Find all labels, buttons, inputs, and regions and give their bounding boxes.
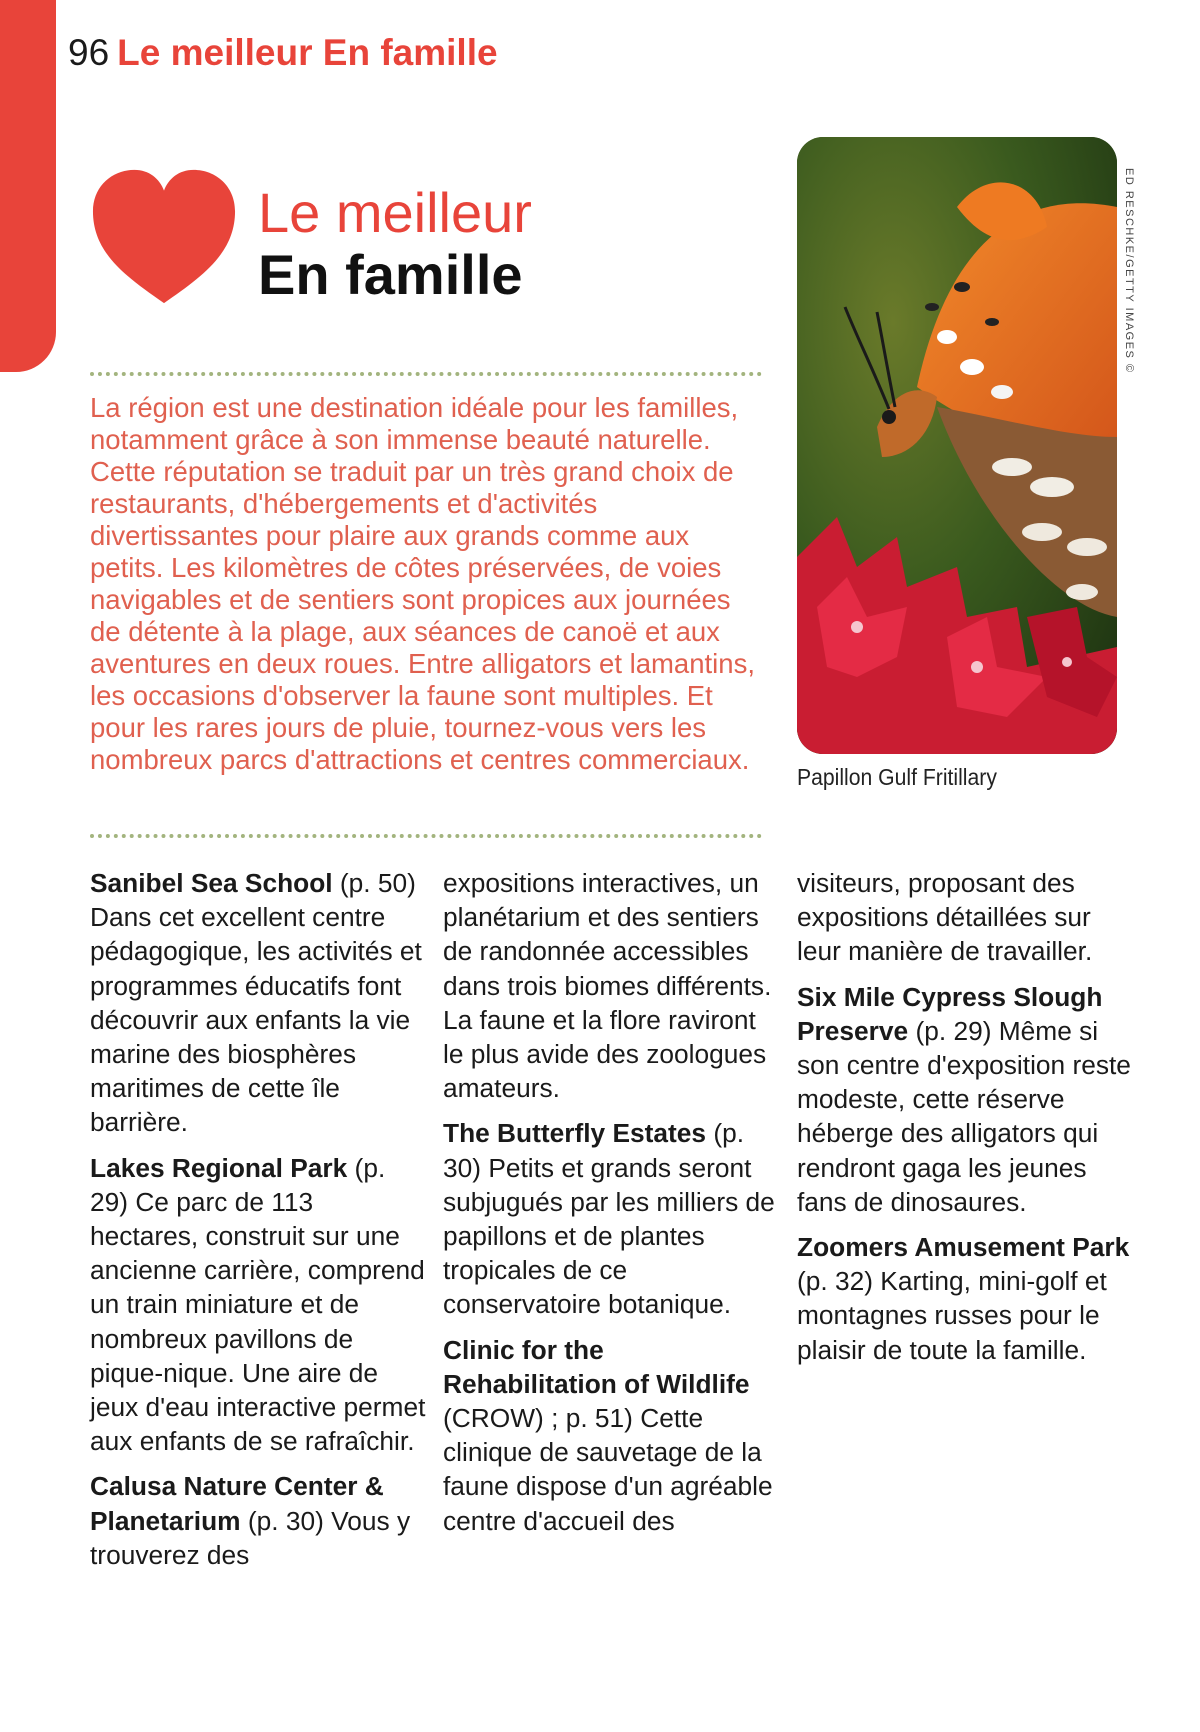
listing-entry (443, 1333, 779, 1538)
listing-description: (p. 29) Même si son centre d'exposition reste modeste, cette réserve héberge des alligators qui rendront gaga les jeunes fans de dinosaures. (797, 1015, 1131, 1217)
page-title (258, 182, 532, 306)
chapter-edge-tab (0, 0, 56, 372)
running-header-section: Le meilleur En famille (117, 32, 498, 73)
running-header (68, 30, 498, 76)
listing-description: (p. 32) Karting, mini-golf et montagnes russes pour le plaisir de toute la famille. (797, 1266, 1107, 1365)
listing-description: visiteurs, proposant des expositions détaillées sur leur manière de travailler. (797, 868, 1093, 967)
listing-description: (p. 50) Dans cet excellent centre pédagogique, les activités et programmes éducatifs font découvrir aux enfants la vie marine des biosphères maritimes de cette île barrière. (90, 868, 422, 1138)
column-2 (443, 866, 779, 1549)
listing-description: (CROW) ; p. 51) Cette clinique de sauvetage de la faune dispose d'un agréable centre d'accueil des (443, 1403, 773, 1536)
listing-description: (p. 30) Petits et grands seront subjugués par les milliers de papillons et de plantes tropicales de ce conservatoire botanique. (443, 1118, 775, 1320)
divider-top (90, 372, 762, 376)
intro-paragraph: La région est une destination idéale pour les familles, notamment grâce à son immense beauté naturelle. Cette réputation se traduit par un très grand choix de restaurants, d'hébergements et d'activités divertissantes pour plaire aux grands comme aux petits. Les kilomètres de côtes préservées, de voies navigables et de sentiers sont propices aux journées de détente à la plage, aux séances de canoë et aux aventures en deux roues. Entre alligators et lamantins, les occasions d'observer la faune sont multiples. Et pour les rares jours de pluie, tournez-vous vers les nombreux parcs d'attractions et centres commerciaux. (90, 392, 755, 775)
listing-description: expositions interactives, un planétarium et des sentiers de randonnée accessibles dans trois biomes différents. La faune et la flore raviront le plus avide des zoologues amateurs. (443, 868, 772, 1104)
title-line-1: Le meilleur (258, 181, 532, 244)
heart-icon (90, 166, 238, 310)
listing-entry (797, 1230, 1133, 1367)
listing-entry (797, 980, 1133, 1219)
listing-name: Zoomers Amusement Park (797, 1232, 1130, 1263)
listing-entry (90, 1151, 426, 1459)
column-3 (797, 866, 1133, 1378)
photo-credit-text: ED RESCHKE/GETTY IMAGES © (1123, 168, 1135, 374)
listing-name: Six Mile Cypress Slough Preserve (797, 981, 1103, 1046)
photo-caption: Papillon Gulf Fritillary (797, 764, 997, 790)
listing-description: (p. 29) Ce parc de 113 hectares, construit sur une ancienne carrière, comprend un train miniature et de nombreux pavillons de pique-nique. Une aire de jeux d'eau interactive permet aux enfants de se rafraîchir. (90, 1152, 426, 1457)
title-line-2: En famille (258, 243, 523, 306)
listing-entry (443, 1116, 779, 1321)
listing-entry (443, 866, 779, 1105)
photo-credit (1118, 168, 1140, 378)
column-1 (90, 866, 426, 1583)
listing-entry (90, 866, 426, 1140)
listing-name: Calusa Nature Center & Planetarium (90, 1471, 384, 1536)
listing-entry (90, 1469, 426, 1572)
butterfly-photo (797, 137, 1117, 754)
listing-name: The Butterfly Estates (443, 1118, 707, 1149)
page-number: 96 (68, 32, 110, 73)
listing-name: Lakes Regional Park (90, 1152, 348, 1183)
listing-name: Sanibel Sea School (90, 868, 333, 898)
divider-bottom (90, 834, 762, 838)
listing-name: Clinic for the Rehabilitation of Wildlife (443, 1334, 750, 1399)
listing-entry (797, 866, 1133, 969)
listing-description: (p. 30) Vous y trouverez des (90, 1505, 411, 1570)
